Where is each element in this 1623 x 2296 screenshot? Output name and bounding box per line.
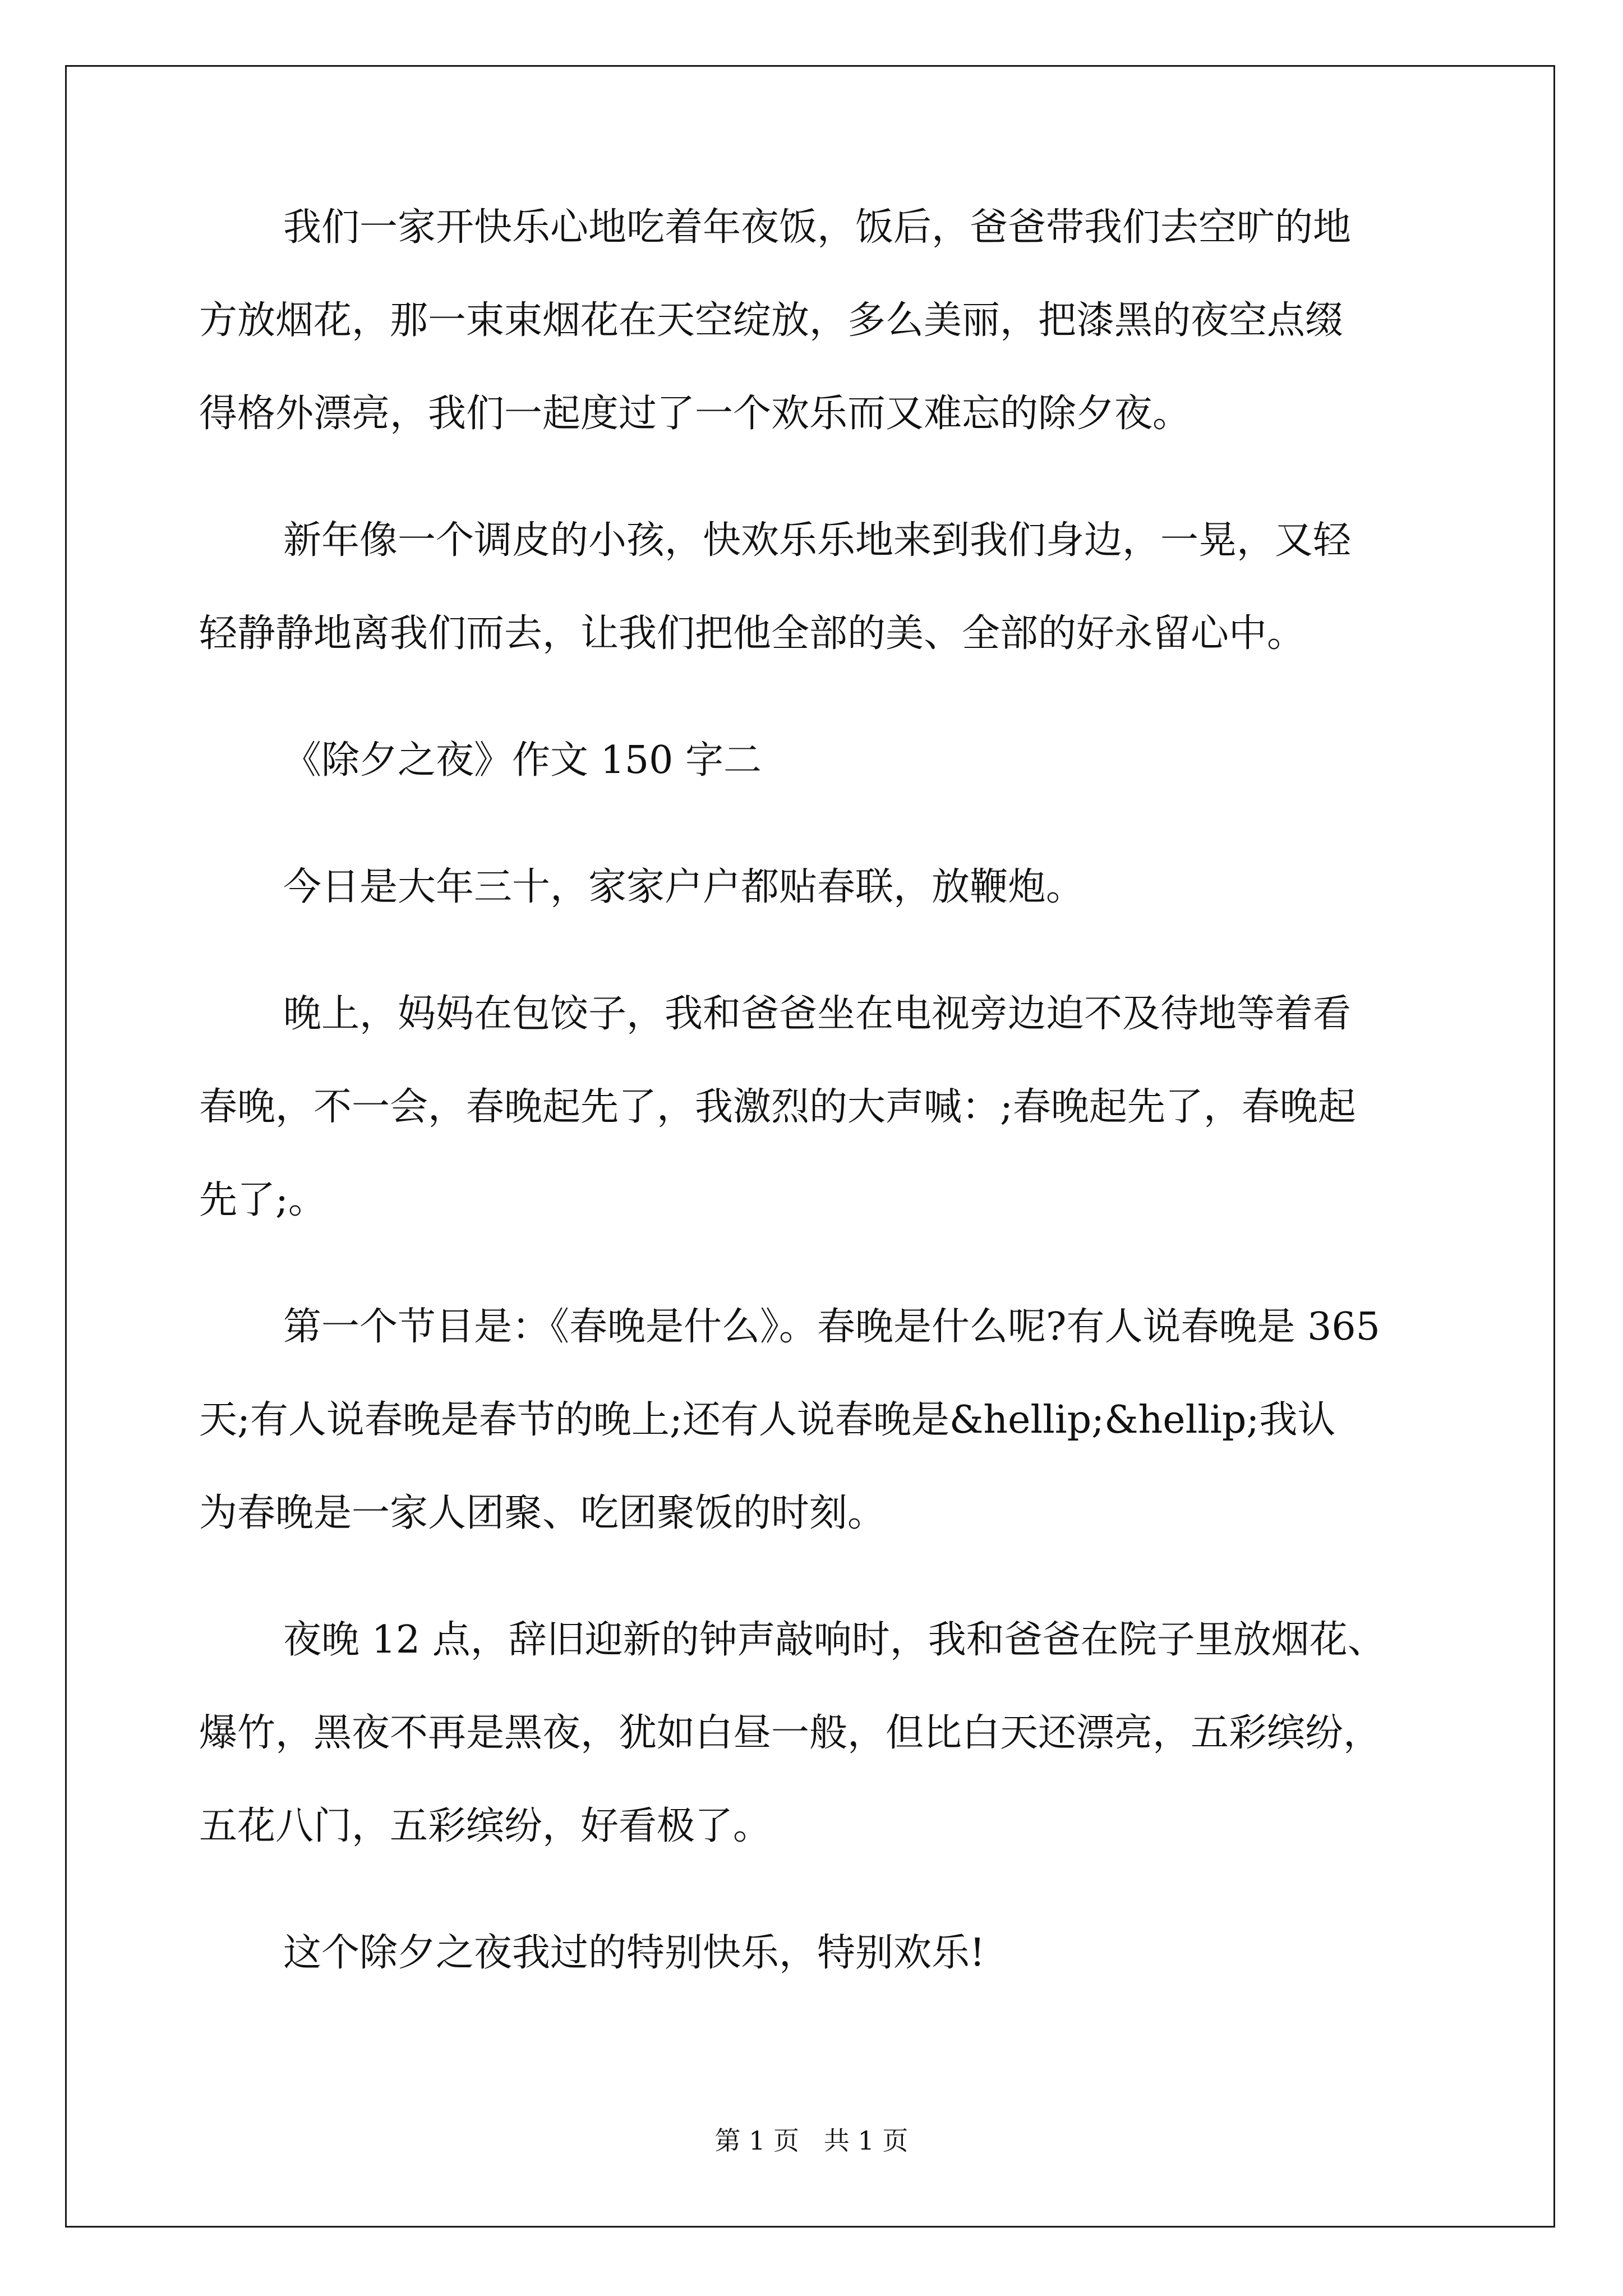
text-line: 我们一家开快乐心地吃着年夜饭，饭后，爸爸带我们去空旷的地 xyxy=(283,205,1352,250)
text-line: 先了;。 xyxy=(199,1178,326,1222)
text-line: 今日是大年三十，家家户户都贴春联，放鞭炮。 xyxy=(283,865,1085,909)
text-line: 新年像一个调皮的小孩，快欢乐乐地来到我们身边，一晃，又轻 xyxy=(283,518,1352,563)
text-line: 天;有人说春晚是春节的晚上;还有人说春晚是&hellip;&hellip;我认 xyxy=(199,1398,1336,1442)
text-line: 第一个节目是：《春晚是什么》。春晚是什么呢?有人说春晚是 365 xyxy=(283,1305,1380,1349)
text-line: 这个除夕之夜我过的特别快乐，特别欢乐! xyxy=(283,1931,985,1975)
text-line: 方放烟花，那一束束烟花在天空绽放，多么美丽，把漆黑的夜空点缀 xyxy=(199,298,1344,343)
text-line: 《除夕之夜》作文 150 字二 xyxy=(283,738,762,783)
text-line: 夜晚 12 点，辞旧迎新的钟声敲响时，我和爸爸在院子里放烟花、 xyxy=(283,1618,1386,1662)
text-line: 春晚，不一会，春晚起先了，我激烈的大声喊：;春晚起先了，春晚起 xyxy=(199,1085,1356,1129)
text-line: 晚上，妈妈在包饺子，我和爸爸坐在电视旁边迫不及待地等着看 xyxy=(283,992,1352,1036)
page-footer: 第 1 页 共 1 页 xyxy=(714,2125,909,2156)
text-line: 爆竹，黑夜不再是黑夜，犹如白昼一般，但比白天还漂亮，五彩缤纷， xyxy=(199,1711,1382,1755)
text-line: 得格外漂亮，我们一起度过了一个欢乐而又难忘的除夕夜。 xyxy=(199,392,1191,436)
text-line: 轻静静地离我们而去，让我们把他全部的美、全部的好永留心中。 xyxy=(199,611,1306,656)
text-line: 为春晚是一家人团聚、吃团聚饭的时刻。 xyxy=(199,1491,886,1535)
text-line: 五花八门，五彩缤纷，好看极了。 xyxy=(199,1804,772,1848)
page-border xyxy=(65,65,1555,2228)
